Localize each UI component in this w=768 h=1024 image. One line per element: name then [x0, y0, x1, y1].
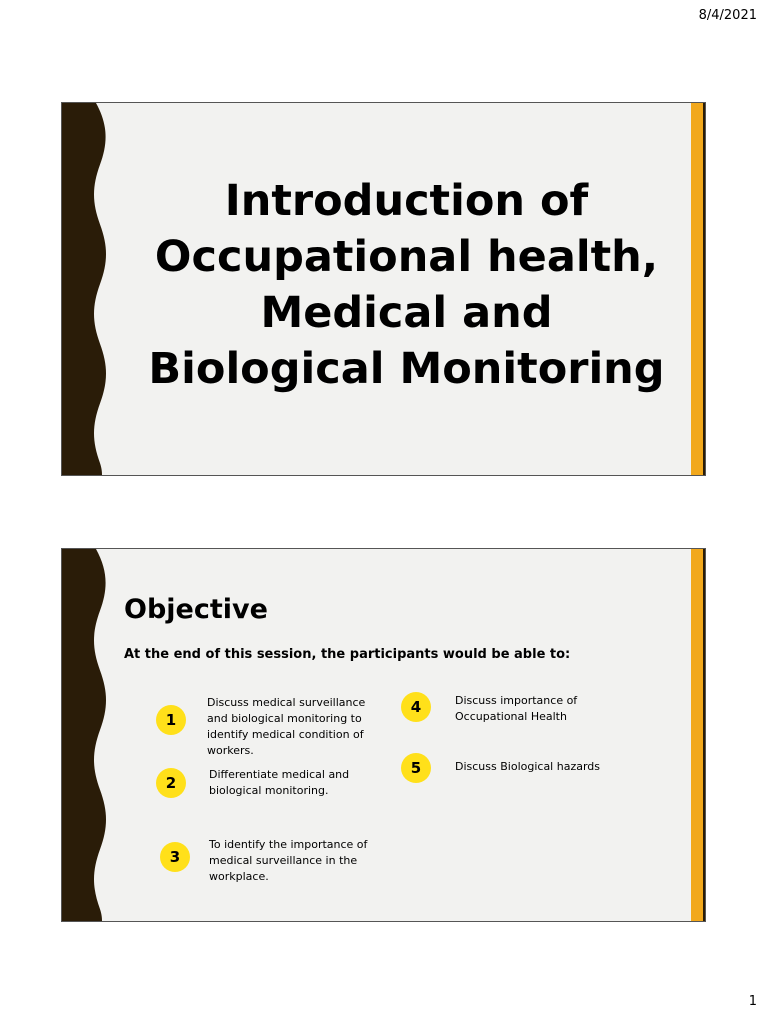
accent-bar — [691, 103, 705, 475]
objective-item-text: Discuss importance of Occupational Health — [455, 694, 578, 723]
title-line: Biological Monitoring — [148, 344, 665, 394]
objective-slide — [61, 548, 706, 922]
number-badge: 5 — [401, 753, 431, 783]
objective-subheading: At the end of this session, the participants would be able to: — [124, 647, 571, 662]
number-badge: 3 — [160, 842, 190, 872]
number-badge: 2 — [156, 768, 186, 798]
accent-bar — [691, 549, 705, 921]
title-line: Introduction of — [224, 176, 589, 226]
objective-item-text: To identify the importance of medical surveillance in the workplace. — [209, 838, 368, 883]
page-number: 1 — [748, 994, 757, 1009]
objective-item-text: Differentiate medical and biological monitoring. — [209, 768, 350, 797]
objective-item-text: Discuss medical surveillance and biological monitoring to identify medical condition of workers. — [207, 696, 366, 757]
objective-heading: Objective — [124, 594, 268, 625]
number-badge: 1 — [156, 705, 186, 735]
wave-border-decoration — [62, 103, 122, 475]
objective-item-text: Discuss Biological hazards — [455, 760, 601, 773]
number-badge: 4 — [401, 692, 431, 722]
title-slide — [61, 102, 706, 476]
wave-border-decoration — [62, 549, 122, 921]
page-date: 8/4/2021 — [698, 8, 757, 23]
title-line: Medical and — [260, 288, 553, 338]
title-line: Occupational health, — [154, 232, 659, 282]
slide-title — [122, 173, 691, 397]
